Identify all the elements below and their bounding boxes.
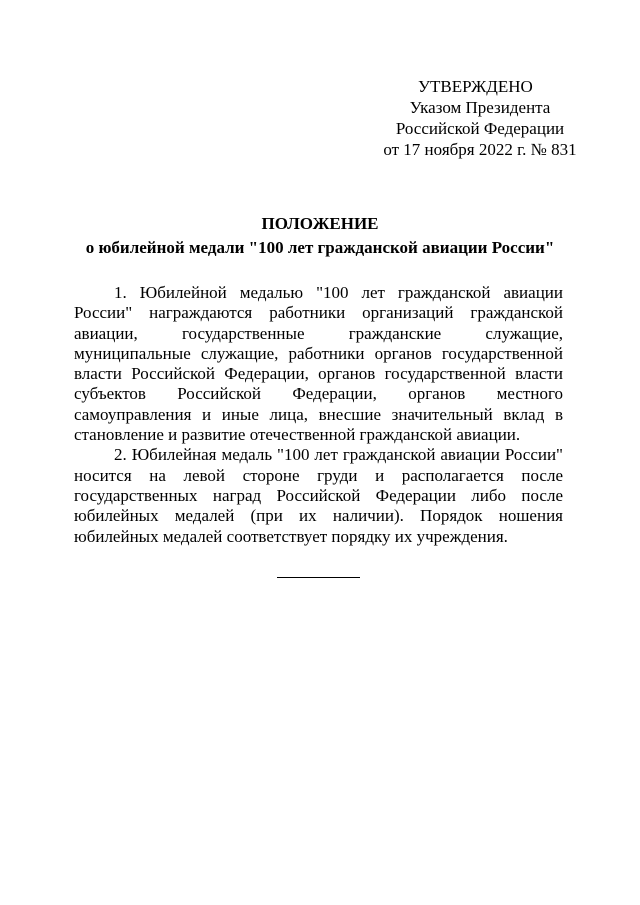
paragraph-2: 2. Юбилейная медаль "100 лет гражданской авиации России" носится на левой стороне груди и располагается после государственных наград Российской Федерации либо после юбилейных медалей (при их наличии). Порядок ношения юбилейных медалей соответствует порядку их учреждения. (74, 445, 563, 546)
approval-line-federation: Российской Федерации (395, 119, 565, 138)
document-subtitle: о юбилейной медали "100 лет гражданской авиации России" (85, 238, 555, 257)
approval-heading: УТВЕРЖДЕНО (418, 77, 533, 96)
approval-line-date: от 17 ноября 2022 г. № 831 (383, 140, 577, 159)
paragraph-1: 1. Юбилейной медалью "100 лет гражданской авиации России" награждаются работники организаций гражданской авиации, государственные гражданские служащие, муниципальные служащие, работники органов государственной власти Российской Федерации, органов государственной власти субъектов Российской Федерации, органов местного самоуправления и иные лица, внесшие значительный вклад в становление и развитие отечественной гражданской авиации. (74, 283, 563, 445)
document-body (74, 283, 563, 547)
document-title: ПОЛОЖЕНИЕ (261, 214, 379, 233)
approval-block (360, 76, 600, 160)
approval-line-decree: Указом Президента (409, 98, 551, 117)
end-divider-line (277, 577, 360, 578)
